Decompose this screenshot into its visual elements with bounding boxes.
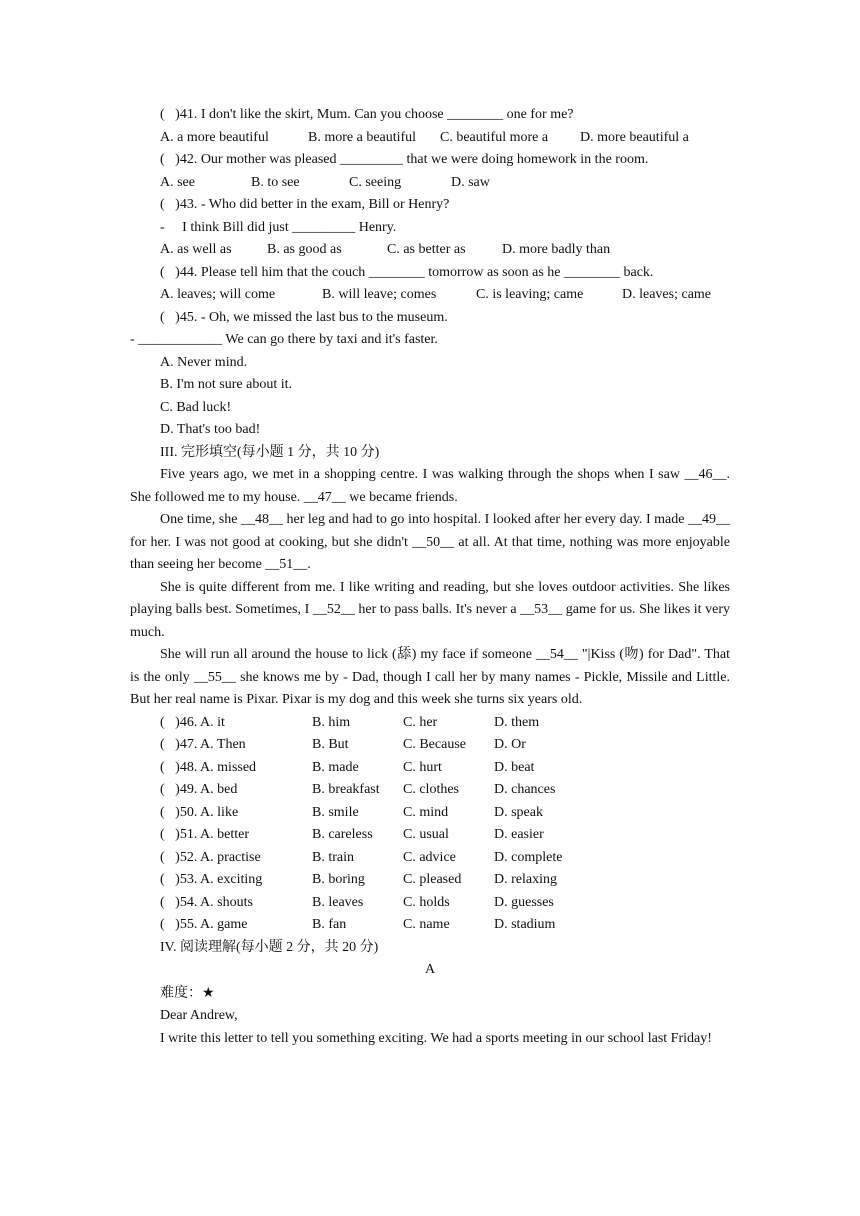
question-45-answer-line: - ____________ We can go there by taxi and it's faster. [130,332,438,347]
question-number-option-a: ( )55. A. game [160,917,248,932]
option-c: C. Because [403,737,466,752]
option-c: C. pleased [403,872,462,887]
question-42-options [130,172,730,195]
cloze-option-row [130,892,730,915]
difficulty-label: 难度： [160,985,202,1001]
cloze-paragraph [130,464,730,509]
option-a: A. as well as [160,242,232,257]
question-45-stem: ( )45. - Oh, we missed the last bus to the museum. [160,309,448,325]
cloze-option-row [130,757,730,780]
question-44-options [130,284,730,307]
option-c: C. as better as [387,242,466,257]
option-c: C. her [403,714,438,730]
option-b: B. fan [312,917,347,932]
question-number-option-a: ( )54. A. shouts [160,894,253,910]
question-number-option-a: ( )50. A. like [160,804,239,820]
option-b: B. will leave; comes [322,287,437,302]
option-b: B. train [312,849,354,865]
option-b: B. to see [251,174,300,190]
option-d: D. Or [494,737,526,752]
option-a: A. Never mind. [160,354,248,370]
paragraph-text: She is quite different from me. I like writing and reading, but she loves outdoor activities. She likes playing balls best. Sometimes, I __52__ her to pass balls. It's never a __53__ game for us. She likes it very much. [130,579,730,640]
option-b: B. him [312,714,351,730]
question-number-option-a: ( )51. A. better [160,827,250,842]
option-b: B. I'm not sure about it. [160,377,293,392]
option-d: D. stadium [494,917,556,932]
option-d: D. leaves; came [622,287,712,302]
section-heading: III. 完形填空(每小题 1 分，共 10 分) [160,444,380,460]
question-number-option-a: ( )52. A. practise [160,849,261,865]
option-d: D. That's too bad! [160,422,261,437]
question-43-options [130,239,730,262]
question-number-option-a: ( )46. A. it [160,714,225,730]
cloze-option-row [130,847,730,870]
option-c: C. clothes [403,782,459,797]
passage-label: A [424,962,436,977]
option-d: D. saw [451,174,490,190]
cloze-option-row [130,779,730,802]
option-c: C. seeing [349,174,402,190]
letter-greeting: Dear Andrew, [160,1008,238,1023]
question-41-stem: ( )41. I don't like the skirt, Mum. Can you choose ________ one for me? [160,107,574,122]
paragraph-text: Five years ago, we met in a shopping centre. I was walking through the shops when I saw __46__. She followed me to my house. __47__ we became friends. [130,467,730,505]
option-d: D. easier [494,827,544,842]
option-d: D. more badly than [502,242,611,257]
option-a: A. see [160,174,195,190]
letter-paragraph [130,1028,730,1051]
option-c: C. Bad luck! [160,399,232,415]
cloze-option-row [130,824,730,847]
cloze-option-row [130,734,730,757]
question-number-option-a: ( )53. A. exciting [160,872,263,887]
option-c: C. name [403,917,450,932]
option-a: A. leaves; will come [160,287,276,302]
question-number-option-a: ( )47. A. Then [160,737,246,752]
option-a: A. a more beautiful [160,129,269,145]
star-icon: ★ [202,984,215,1001]
option-c: C. beautiful more a [440,129,549,145]
option-b: B. as good as [267,242,342,257]
question-43-stem: ( )43. - Who did better in the exam, Bill or Henry? [160,197,450,212]
option-c: C. mind [403,804,449,820]
question-41-options [130,127,730,150]
cloze-paragraph [130,644,730,712]
cloze-option-row [130,914,730,937]
option-d: D. relaxing [494,872,557,887]
option-c: C. hurt [403,759,442,775]
option-d: D. chances [494,782,556,797]
cloze-option-row [130,869,730,892]
option-d: D. speak [494,804,543,820]
option-d: D. beat [494,759,535,775]
question-number-option-a: ( )49. A. bed [160,782,238,797]
option-b: B. more a beautiful [308,129,417,145]
difficulty-rating [130,982,730,1006]
option-d: D. guesses [494,894,554,910]
question-42-stem: ( )42. Our mother was pleased _________ that we were doing homework in the room. [160,152,649,167]
option-c: C. holds [403,894,450,910]
option-c: C. usual [403,827,449,842]
option-c: C. advice [403,849,456,865]
worksheet-page [130,104,730,1050]
section-heading: IV. 阅读理解(每小题 2 分，共 20 分) [160,939,379,955]
cloze-paragraph [130,509,730,577]
option-b: B. breakfast [312,782,380,797]
cloze-option-row [130,712,730,735]
option-d: D. complete [494,849,563,865]
option-b: B. But [312,737,349,752]
option-b: B. made [312,759,359,775]
option-d: D. them [494,714,540,730]
option-b: B. leaves [312,894,364,910]
cloze-paragraph [130,577,730,645]
option-b: B. boring [312,872,365,887]
paragraph-text: One time, she __48__ her leg and had to go into hospital. I looked after her every day. I made __49__ for her. I was not good at cooking, but she didn't __50__ at all. At that time, nothing was more enjoyable than seeing her become __51__. [130,512,730,572]
cloze-option-row [130,802,730,825]
option-d: D. more beautiful a [580,129,689,145]
option-b: B. smile [312,804,359,820]
option-b: B. careless [312,827,373,842]
option-c: C. is leaving; came [476,287,584,302]
question-number-option-a: ( )48. A. missed [160,759,257,775]
paragraph-text: I write this letter to tell you something exciting. We had a sports meeting in our school last Friday! [160,1030,712,1046]
question-43-answer-line: - I think Bill did just _________ Henry. [160,219,397,235]
paragraph-text: She will run all around the house to lick (舔) my face if someone __54__ "|Kiss (吻) for Dad". That is the only __55__ she knows me by - Dad, though I call her by many names - Pickle, Missile and Little. But her real name is Pixar. Pixar is my dog and this week she turns six years old. [130,647,730,707]
question-44-stem: ( )44. Please tell him that the couch ________ tomorrow as soon as he ________ back. [160,264,654,280]
